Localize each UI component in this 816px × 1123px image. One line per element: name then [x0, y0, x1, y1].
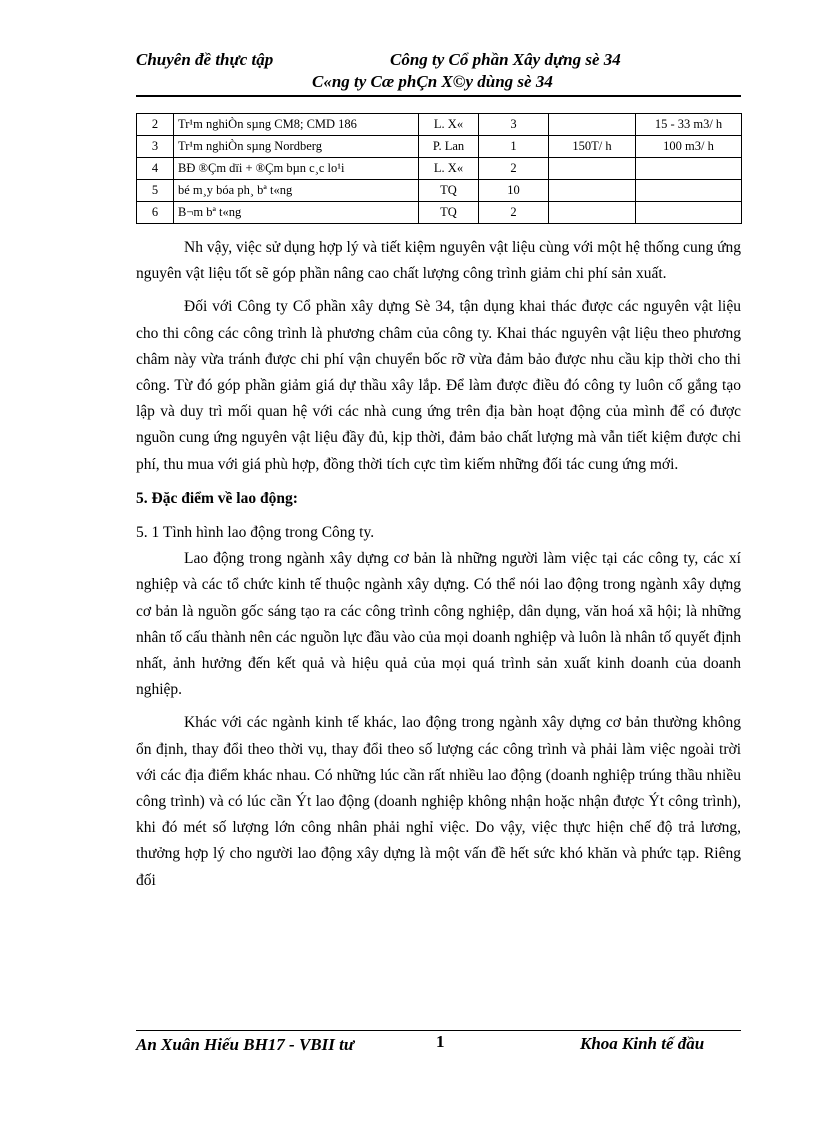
cell-productivity — [636, 202, 742, 224]
cell-equipment-name: B¬m bª t«ng — [174, 202, 419, 224]
document-body — [136, 235, 741, 901]
cell-origin: TQ — [419, 180, 479, 202]
cell-productivity: 100 m3/ h — [636, 136, 742, 158]
cell-quantity: 2 — [479, 158, 549, 180]
cell-capacity: 150T/ h — [549, 136, 636, 158]
paragraph-material-summary: Nh vậy, việc sử dụng hợp lý và tiết kiệm nguyên vật liệu cùng với một hệ thống cung ứng nguyên vật liệu tốt sẽ góp phần nâng cao chất lượng công trình giảm chi phí sản xuất. — [136, 239, 741, 283]
header-divider — [136, 95, 741, 97]
cell-quantity: 2 — [479, 202, 549, 224]
equipment-table-body — [137, 114, 742, 224]
cell-capacity — [549, 180, 636, 202]
footer-author: An Xuân Hiếu BH17 - VBII tư — [136, 1035, 355, 1054]
cell-origin: P. Lan — [419, 136, 479, 158]
table-row — [137, 180, 742, 202]
cell-origin: TQ — [419, 202, 479, 224]
table-row — [137, 158, 742, 180]
cell-origin: L. X« — [419, 158, 479, 180]
cell-capacity — [549, 202, 636, 224]
cell-stt: 6 — [137, 202, 174, 224]
paragraph-labor-characteristics: Khác với các ngành kinh tế khác, lao động trong ngành xây dựng cơ bản thường không ổn định, thay đổi theo thời vụ, thay đổi theo số lượng các công trình và phải làm việc ngoài trời với các địa điểm khác nhau. Có những lúc cần rất nhiều lao động (doanh nghiệp trúng thầu nhiều công trình) và có lúc cần Ýt lao động (doanh nghiệp không nhận hoặc nhận được Ýt công trình), khi đó mét số lượng lớn công nhân phải nghỉ việc. Do vậy, việc thực hiện chế độ trả lương, thưởng hợp lý cho người lao động xây dựng là một vấn đề hết sức khó khăn và phức tạp. Riêng đối — [136, 714, 741, 889]
cell-productivity: 15 - 33 m3/ h — [636, 114, 742, 136]
subsection-heading-labor-situation: 5. 1 Tình hình lao động trong Công ty. — [136, 524, 375, 542]
cell-stt: 5 — [137, 180, 174, 202]
footer-faculty: Khoa Kinh tế đầu — [580, 1034, 705, 1053]
cell-stt: 4 — [137, 158, 174, 180]
equipment-table — [136, 113, 742, 224]
cell-equipment-name: Tr¹m nghiÒn sµng CM8; CMD 186 — [174, 114, 419, 136]
table-row — [137, 114, 742, 136]
header-title-left: Chuyên đề thực tập — [136, 50, 274, 69]
cell-quantity: 10 — [479, 180, 549, 202]
section-heading-labor: 5. Đặc điểm về lao động: — [136, 489, 298, 507]
cell-quantity: 1 — [479, 136, 549, 158]
paragraph-company-materials: Đối với Công ty Cổ phần xây dựng Sè 34, tận dụng khai thác được các nguyên vật liệu cho thi công các công trình là phương châm của công ty. Khai thác nguyên vật liệu theo phương châm này vừa tránh được chi phí vận chuyển bốc rỡ vừa đảm bảo được nhu cầu kịp thời cho thi công. Từ đó góp phần giảm giá dự thầu xây lắp. Để làm được điều đó công ty luôn cố gắng tạo lập và duy trì mối quan hệ với các nhà cung ứng trên địa bàn hoạt động của mình để có được nguồn cung ứng nguyên vật liệu đầy đủ, kịp thời, đảm bảo chất lượng mà vẫn tiết kiệm được chi phí, thu mua với giá phù hợp, đồng thời tích cực tìm kiếm những đối tác cung ứng mới. — [136, 298, 741, 473]
header-company-name: Công ty Cổ phần Xây dựng sè 34 — [390, 50, 621, 69]
cell-equipment-name: bé m¸y bóa ph¸ bª t«ng — [174, 180, 419, 202]
page-number: 1 — [436, 1032, 445, 1051]
cell-equipment-name: BÐ ®Çm dïi + ®Çm bµn c¸c lo¹i — [174, 158, 419, 180]
cell-capacity — [549, 158, 636, 180]
cell-stt: 2 — [137, 114, 174, 136]
table-row — [137, 202, 742, 224]
footer-divider — [136, 1030, 741, 1031]
cell-productivity — [636, 158, 742, 180]
cell-productivity — [636, 180, 742, 202]
cell-stt: 3 — [137, 136, 174, 158]
cell-capacity — [549, 114, 636, 136]
header-company-name-garbled: C«ng ty Cæ phÇn X©y dùng sè 34 — [312, 72, 553, 91]
cell-quantity: 3 — [479, 114, 549, 136]
cell-equipment-name: Tr¹m nghiÒn sµng Nordberg — [174, 136, 419, 158]
paragraph-labor-definition: Lao động trong ngành xây dựng cơ bản là những người làm việc tại các công ty, các xí nghiệp và các tổ chức kinh tế thuộc ngành xây dựng. Có thể nói lao động trong ngành xây dựng cơ bản là nguồn gốc sáng tạo ra các công trình công nghiệp, dân dụng, văn hoá xã hội; là những nhân tố cấu thành nên các nguồn lực đầu vào của mọi doanh nghiệp và luôn là nhân tố quyết định nhất, ảnh hưởng đến kết quả và hiệu quả của mọi quá trình sản xuất kinh doanh của doanh nghiệp. — [136, 550, 741, 699]
cell-origin: L. X« — [419, 114, 479, 136]
table-row — [137, 136, 742, 158]
